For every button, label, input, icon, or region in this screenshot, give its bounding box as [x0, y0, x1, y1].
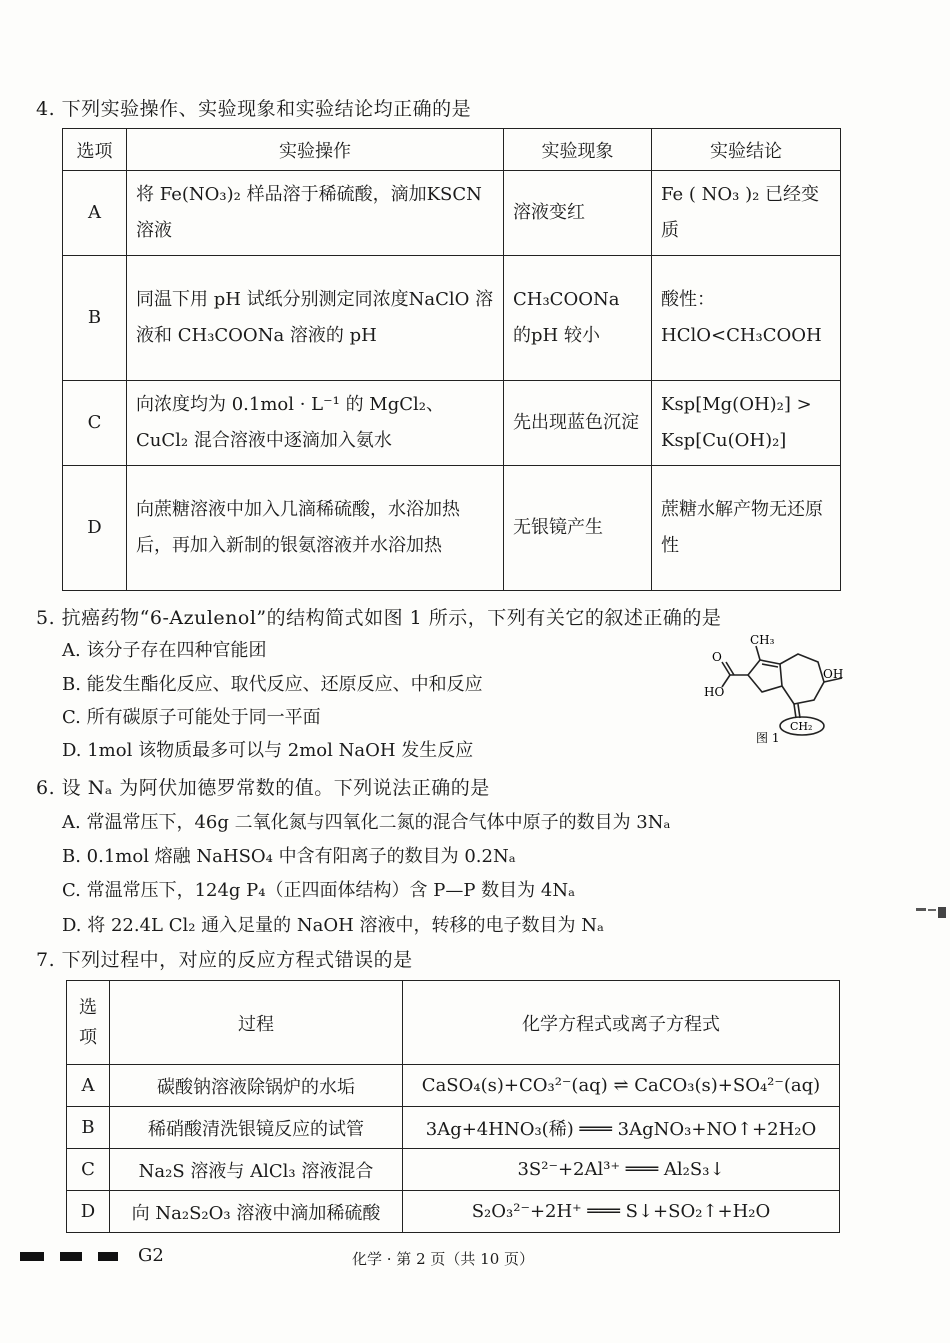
q6-option-c: C. 常温常压下，124g P₄（正四面体结构）含 P—P 数目为 4Nₐ — [62, 880, 576, 901]
q5-option-b: B. 能发生酯化反应、取代反应、还原反应、中和反应 — [62, 674, 483, 695]
q7-row-equation: S₂O₃²⁻+2H⁺ ═══ S↓+SO₂↑+H₂O — [403, 1191, 840, 1233]
table-row — [67, 1149, 840, 1191]
q5-option-c: C. 所有碳原子可能处于同一平面 — [62, 707, 321, 728]
q4-row-phenomenon: 无银镜产生 — [504, 466, 652, 591]
q7-row-equation: 3S²⁻+2Al³⁺ ═══ Al₂S₃↓ — [403, 1149, 840, 1191]
q4-row-phenomenon: 先出现蓝色沉淀 — [504, 381, 652, 466]
q6-option-b: B. 0.1mol 熔融 NaHSO₄ 中含有阳离子的数目为 0.2Nₐ — [62, 846, 516, 867]
q7-row-label: D — [67, 1191, 110, 1233]
mol-ch2-label: CH₂ — [790, 720, 813, 733]
footer-marker-bar — [98, 1252, 118, 1261]
q7-header-equation: 化学方程式或离子方程式 — [403, 981, 840, 1065]
q4-header-phenomenon: 实验现象 — [504, 129, 652, 171]
q6-option-d: D. 将 22.4L Cl₂ 通入足量的 NaOH 溶液中，转移的电子数目为 Nₐ — [62, 915, 604, 936]
table-row — [67, 1065, 840, 1107]
q4-row-phenomenon: CH₃COONa 的pH 较小 — [504, 256, 652, 381]
mol-ch3-label: CH₃ — [750, 633, 775, 647]
q4-row-operation: 向浓度均为 0.1mol · L⁻¹ 的 MgCl₂、CuCl₂ 混合溶液中逐滴加入氨水 — [127, 381, 504, 466]
q5-title: 5. 抗癌药物“6-Azulenol”的结构简式如图 1 所示，下列有关它的叙述正确的是 — [36, 607, 722, 629]
mol-ho-label: HO — [704, 685, 725, 699]
q4-row-label: C — [63, 381, 127, 466]
q7-header-row — [67, 981, 840, 1065]
q7-row-process: 碳酸钠溶液除锅炉的水垢 — [110, 1065, 403, 1107]
q4-header-conclusion: 实验结论 — [652, 129, 841, 171]
footer-paper-code: G2 — [138, 1245, 164, 1266]
scan-smudge-mark — [914, 905, 948, 919]
q7-header-process: 过程 — [110, 981, 403, 1065]
table-row — [63, 256, 841, 381]
q7-row-process: 向 Na₂S₂O₃ 溶液中滴加稀硫酸 — [110, 1191, 403, 1233]
q6-option-a: A. 常温常压下，46g 二氧化氮与四氧化二氮的混合气体中原子的数目为 3Nₐ — [62, 812, 671, 833]
q5-option-d: D. 1mol 该物质最多可以与 2mol NaOH 发生反应 — [62, 740, 474, 761]
q4-row-operation: 将 Fe(NO₃)₂ 样品溶于稀硫酸，滴加KSCN 溶液 — [127, 171, 504, 256]
table-row — [63, 171, 841, 256]
mol-oh-label: OH — [823, 667, 844, 681]
q7-row-equation: 3Ag+4HNO₃(稀) ═══ 3AgNO₃+NO↑+2H₂O — [403, 1107, 840, 1149]
q4-header-row — [63, 129, 841, 171]
q6-title: 6. 设 Nₐ 为阿伏加德罗常数的值。下列说法正确的是 — [36, 777, 490, 799]
q4-row-conclusion: 酸性：HClO<CH₃COOH — [652, 256, 841, 381]
q4-row-label: B — [63, 256, 127, 381]
q7-row-process: Na₂S 溶液与 AlCl₃ 溶液混合 — [110, 1149, 403, 1191]
q7-row-label: A — [67, 1065, 110, 1107]
footer-marker-bar — [20, 1252, 44, 1261]
q7-title: 7. 下列过程中，对应的反应方程式错误的是 — [36, 949, 413, 971]
q4-row-label: A — [63, 171, 127, 256]
figure-caption: 图 1 — [756, 731, 780, 745]
q4-row-operation: 同温下用 pH 试纸分别测定同浓度NaClO 溶液和 CH₃COONa 溶液的 pH — [127, 256, 504, 381]
q4-row-conclusion: 蔗糖水解产物无还原性 — [652, 466, 841, 591]
q4-row-phenomenon: 溶液变红 — [504, 171, 652, 256]
q7-row-label: B — [67, 1107, 110, 1149]
mol-o-label: O — [712, 650, 722, 664]
q4-row-operation: 向蔗糖溶液中加入几滴稀硫酸，水浴加热后，再加入新制的银氨溶液并水浴加热 — [127, 466, 504, 591]
table-row — [67, 1191, 840, 1233]
q4-header-operation: 实验操作 — [127, 129, 504, 171]
table-row — [63, 466, 841, 591]
q4-row-conclusion: Fe ( NO₃ )₂ 已经变质 — [652, 171, 841, 256]
q7-row-process: 稀硝酸清洗银镜反应的试管 — [110, 1107, 403, 1149]
q7-header-option: 选项 — [67, 981, 110, 1065]
footer-page-number: 化学 · 第 2 页（共 10 页） — [352, 1250, 535, 1268]
q7-row-equation: CaSO₄(s)+CO₃²⁻(aq) ⇌ CaCO₃(s)+SO₄²⁻(aq) — [403, 1065, 840, 1107]
table-row — [67, 1107, 840, 1149]
q4-row-label: D — [63, 466, 127, 591]
q4-title: 4. 下列实验操作、实验现象和实验结论均正确的是 — [36, 98, 472, 120]
table-row — [63, 381, 841, 466]
q7-row-label: C — [67, 1149, 110, 1191]
q4-header-option: 选项 — [63, 129, 127, 171]
q4-table — [62, 128, 841, 591]
q4-row-conclusion: Ksp[Mg(OH)₂] > Ksp[Cu(OH)₂] — [652, 381, 841, 466]
q5-option-a: A. 该分子存在四种官能团 — [62, 640, 267, 661]
footer-marker-bar — [60, 1252, 82, 1261]
azulenol-structure-figure — [690, 630, 860, 750]
q7-table — [66, 980, 840, 1233]
